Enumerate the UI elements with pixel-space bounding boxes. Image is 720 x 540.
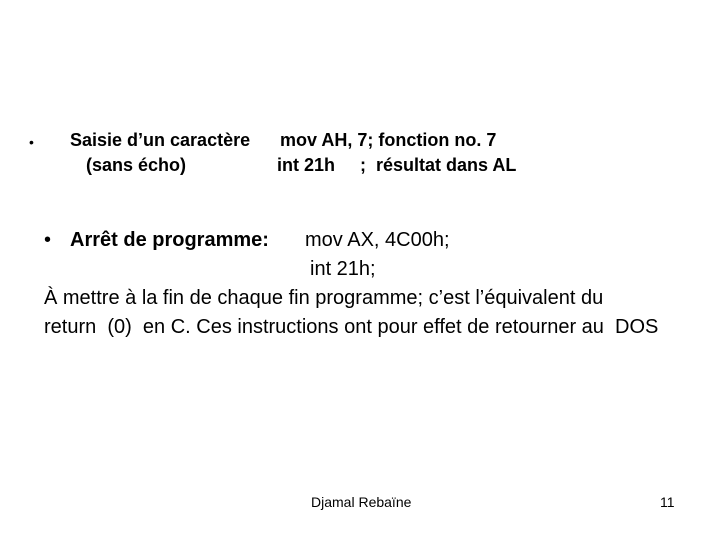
item1-code-line2: int 21h ; résultat dans AL	[277, 155, 517, 175]
bullet-icon: •	[44, 229, 52, 251]
bullet-icon: •	[29, 134, 34, 150]
note-line2: return (0) en C. Ces instructions ont pour effet de retourner au DOS	[44, 316, 659, 338]
footer-author: Djamal Rebaïne	[311, 494, 412, 510]
item1-subtitle: (sans écho)	[86, 155, 187, 175]
note-line1: À mettre à la fin de chaque fin programme; c’est l’équivalent du	[44, 287, 604, 309]
page-number: 11	[660, 494, 675, 510]
item1-title: Saisie d’un caractère	[70, 130, 251, 150]
item2-code-line1: mov AX, 4C00h;	[305, 229, 450, 251]
item1-code-line1: mov AH, 7; fonction no. 7	[280, 130, 497, 150]
item2-code-line2: int 21h;	[310, 258, 376, 280]
item2-title: Arrêt de programme:	[70, 229, 269, 251]
